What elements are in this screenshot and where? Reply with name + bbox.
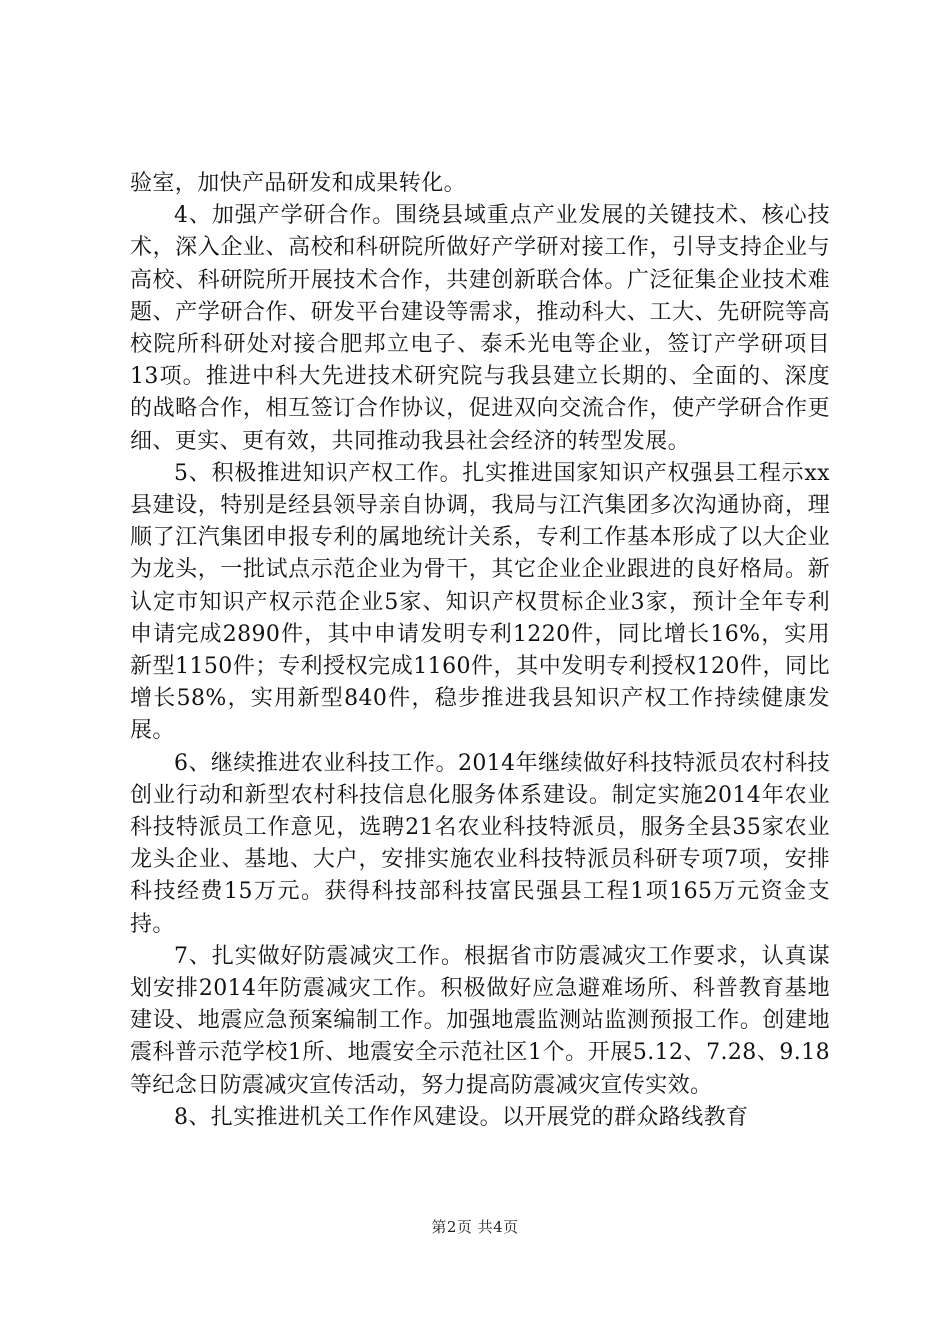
paragraph-continuation: 验室，加快产品研发和成果转化。 <box>130 171 467 196</box>
paragraph-item-4: 4、加强产学研合作。围绕县域重点产业发展的关键技术、核心技术，深入企业、高校和科研院所做好产学研对接工作，引导支持企业与高校、科研院所开展技术合作，共建创新联合体。广泛征集企业技术难题、产学研合作、研发平台建设等需求，推动科大、工大、先研院等高校院所科研处对接合肥邦立电子、泰禾光电等企业，签订产学研项目13项。推进中科大先进技术研究院与我县建立长期的、全面的、深度的战略合作，相互签订合作协议，促进双向交流合作，使产学研合作更细、更实、更有效，共同推动我县社会经济的转型发展。 <box>130 203 830 454</box>
paragraph-item-8: 8、扎实推进机关工作作风建设。以开展党的群众路线教育 <box>174 1104 749 1130</box>
document-body <box>130 168 830 1134</box>
page-footer: 第2页 共4页 <box>431 1218 519 1236</box>
paragraph-item-6: 6、继续推进农业科技工作。2014年继续做好科技特派员农村科技创业行动和新型农村科技信息化服务体系建设。制定实施2014年农业科技特派员工作意见，选聘21名农业科技特派员，服务全县35家农业龙头企业、基地、大户，安排实施农业科技特派员科研专项7项，安排科技经费15万元。获得科技部科技富民强县工程1项165万元资金支持。 <box>130 750 830 937</box>
paragraph-item-5: 5、积极推进知识产权工作。扎实推进国家知识产权强县工程示xx县建设，特别是经县领导亲自协调，我局与江汽集团多次沟通协商，理顺了江汽集团申报专利的属地统计关系，专利工作基本形成了以大企业为龙头，一批试点示范企业为骨干，其它企业企业跟进的良好格局。新认定市知识产权示范企业5家、知识产权贯标企业3家，预计全年专利申请完成2890件，其中申请发明专利1220件，同比增长16%，实用新型1150件；专利授权完成1160件，其中发明专利授权120件，同比增长58%，实用新型840件，稳步推进我县知识产权工作持续健康发展。 <box>130 460 830 744</box>
paragraph-item-7: 7、扎实做好防震减灾工作。根据省市防震减灾工作要求，认真谋划安排2014年防震减灾工作。积极做好应急避难场所、科普教育基地建设、地震应急预案编制工作。加强地震监测站监测预报工作。创建地震科普示范学校1所、地震安全示范社区1个。开展5.12、7.28、9.18等纪念日防震减灾宣传活动，努力提高防震减灾宣传实效。 <box>130 943 830 1098</box>
